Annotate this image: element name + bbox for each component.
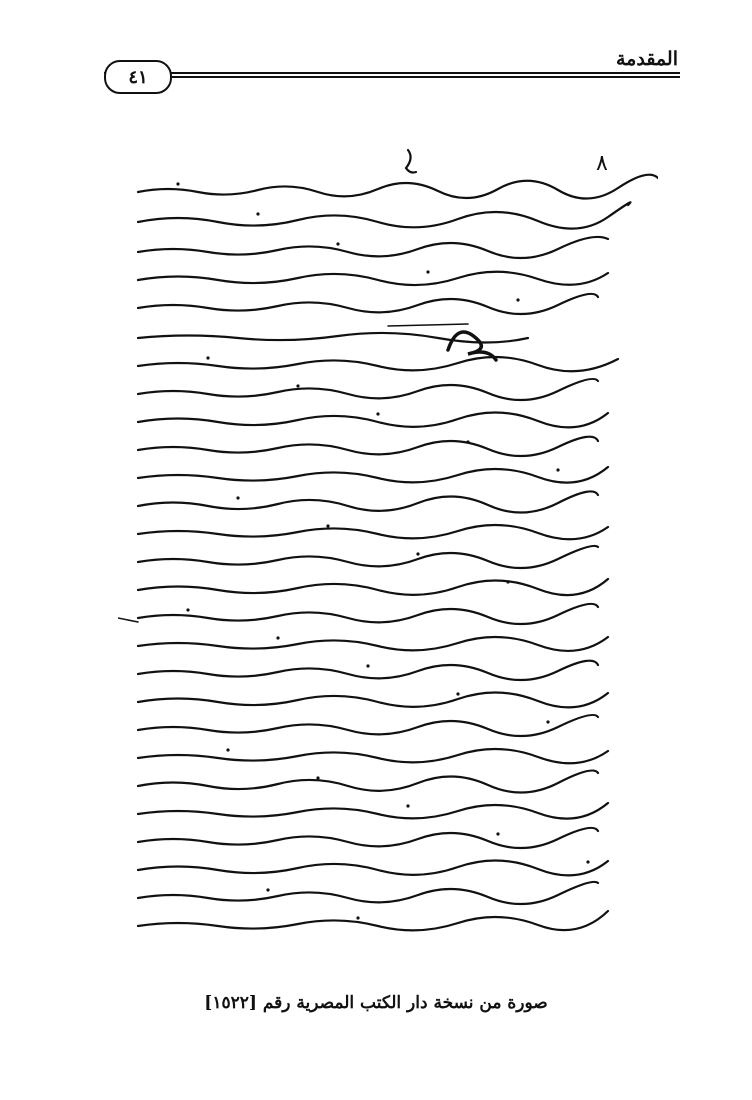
manuscript-handwriting (118, 140, 658, 970)
manuscript-image (118, 140, 658, 970)
page-header-title: المقدمة (615, 48, 678, 70)
marginal-numeral: ٨ (596, 151, 608, 176)
image-caption: صورة من نسخة دار الكتب المصرية رقم [١٥٢٢] (204, 993, 548, 1013)
page-number: ٤١ (104, 60, 172, 94)
header-divider (104, 72, 680, 78)
